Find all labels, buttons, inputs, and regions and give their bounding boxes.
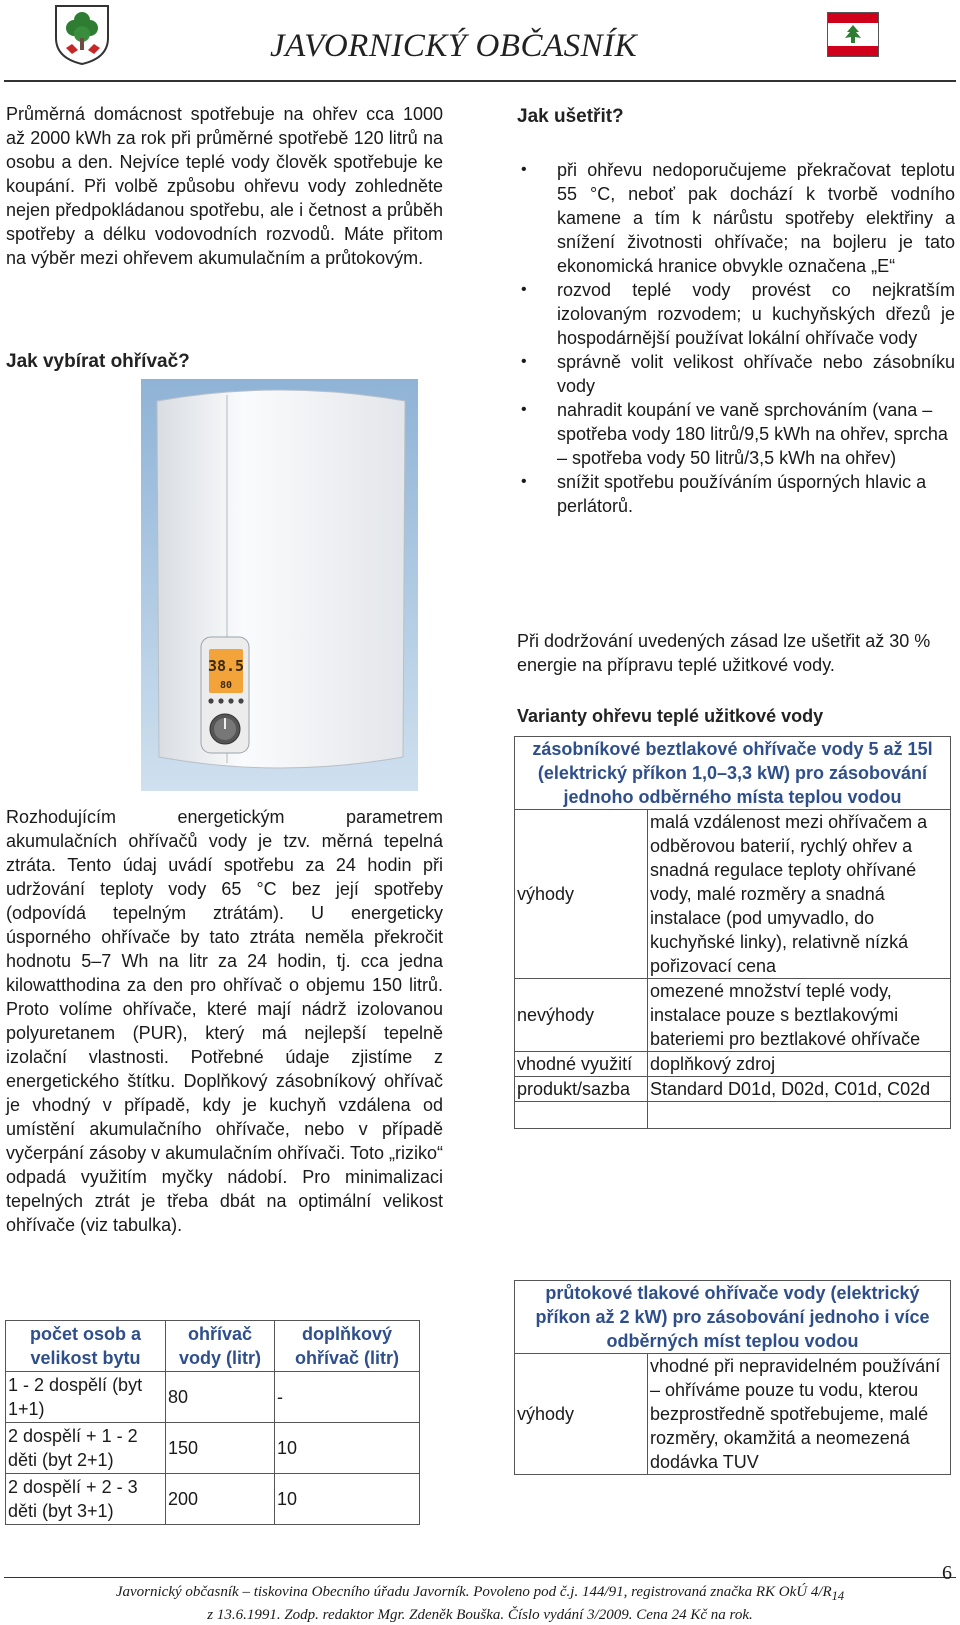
table-cell: 10	[274, 1423, 419, 1474]
row-label: vhodné využití	[515, 1052, 648, 1077]
page-title: JAVORNICKÝ OBČASNÍK	[270, 28, 638, 64]
footer-divider	[4, 1577, 956, 1578]
heading-how-to-save: Jak ušetřit?	[517, 106, 624, 127]
table-header-row	[6, 1321, 420, 1372]
table-cell: -	[274, 1372, 419, 1423]
row-label: nevýhody	[515, 979, 648, 1052]
table-title: zásobníkové beztlakové ohřívače vody 5 až 15l (elektrický příkon 1,0–3,3 kW) pro zásobování jednoho odběrného místa teplou vodou	[515, 737, 951, 810]
water-heater-photo	[141, 379, 418, 791]
savings-tips-list	[517, 158, 955, 518]
empty-cell	[515, 1102, 648, 1129]
row-value: Standard D01d, D02d, C01d, C02d	[648, 1077, 951, 1102]
row-value: vhodné při nepravidelném používání – ohříváme pouze tu vodu, kterou bezprostředně spotřebujeme, malé rozměry, okamžitá a neomezená dodávka TUV	[648, 1354, 951, 1475]
list-item: • správně volit velikost ohřívače nebo zásobníku vody	[517, 350, 955, 398]
table-header-cell: doplňkový ohřívač (litr)	[274, 1321, 419, 1372]
table-row	[515, 979, 951, 1052]
table-cell: 2 dospělí + 2 - 3 děti (byt 3+1)	[6, 1474, 166, 1525]
footer-line-1-subscript: 14	[831, 1589, 845, 1603]
table-cell: 10	[274, 1474, 419, 1525]
table-row	[515, 1052, 951, 1077]
table-row	[6, 1474, 420, 1525]
list-item: • snížit spotřebu používáním úsporných hlavic a perlátorů.	[517, 470, 955, 518]
village-crest-icon	[54, 4, 110, 66]
village-flag-icon	[827, 12, 879, 57]
table-cell: 1 - 2 dospělí (byt 1+1)	[6, 1372, 166, 1423]
body-paragraph: Rozhodujícím energetickým parametrem akumulačních ohřívačů vody je tzv. měrná tepelná ztráta. Tento údaj uvádí spotřebu za 24 hodin při udržování teploty vody 65 °C bez její spotřeby (odpovídá tepelným ztrátám). U energeticky úsporného ohřívače by tato ztráta neměla překročit hodnotu 5–7 Wh na litr za 24 hodin, tj. cca jedna kilowatthodina za den pro ohřívač o objemu 150 litrů. Proto volíme ohřívače, které mají nádrž izolovanou polyuretanem (PUR), který má nejlepší tepelně izolační vlastnosti. Potřebné údaje zjistíme z energetického štítku. Doplňkový zásobníkový ohřívač je vhodný v případě, kdy je kuchyň vzdálena od umístění akumulačního ohřívače, nebo v případě vyčerpání zásoby v akumulačním ohřívači. Toto „riziko“ odpadá využitím myčky nádobí. Pro minimalizaci tepelných ztrát je třeba dbát na optimální velikost ohřívače (viz tabulka).	[6, 807, 443, 1235]
table-row	[515, 1354, 951, 1475]
page-number: 6	[942, 1562, 952, 1584]
header-divider	[4, 80, 956, 82]
heading-choose-heater: Jak vybírat ohřívač?	[6, 351, 190, 372]
heading-variants: Varianty ohřevu teplé užitkové vody	[517, 706, 824, 726]
table-cell: 2 dospělí + 1 - 2 děti (byt 2+1)	[6, 1423, 166, 1474]
list-item: • při ohřevu nedoporučujeme překračovat teplotu 55 °C, neboť pak dochází k tvorbě vodního kamene a tím k nárůstu spotřeby elektřiny a snížení životnosti ohřívače; na bojleru je tato ekonomická hranice obvykle označena „E“	[517, 158, 955, 278]
table-cell: 80	[166, 1372, 275, 1423]
row-value: malá vzdálenost mezi ohřívačem a odběrovou baterií, rychlý ohřev a snadná regulace teploty ohřívané vody, malé rozměry a snadná instalace (pod umyvadlo, do kuchyňské linky), relativně nízká pořizovací cena	[648, 810, 951, 979]
row-value: omezené množství teplé vody, instalace pouze s beztlakovými bateriemi pro beztlakové ohřívače	[648, 979, 951, 1052]
table-header-cell: ohřívač vody (litr)	[166, 1321, 275, 1372]
table-cell: 200	[166, 1474, 275, 1525]
table-header-cell: počet osob a velikost bytu	[6, 1321, 166, 1372]
row-value: doplňkový zdroj	[648, 1052, 951, 1077]
footer-line-1: Javornický občasník – tiskovina Obecního úřadu Javorník. Povoleno pod č.j. 144/91, registrovaná značka RK OkÚ 4/R	[115, 1584, 832, 1600]
list-item: • rozvod teplé vody provést co nejkratším izolovaným rozvodem; u kuchyňských dřezů je hospodárnější používat lokální ohřívače vody	[517, 278, 955, 350]
table-row	[515, 1077, 951, 1102]
storage-heater-table	[514, 736, 951, 1129]
footer-imprint	[60, 1583, 900, 1625]
footer-line-2: z 13.6.1991. Zodp. redaktor Mgr. Zdeněk Bouška. Číslo vydání 3/2009. Cena 24 Kč na rok.	[207, 1607, 753, 1623]
row-label: výhody	[515, 1354, 648, 1475]
table-row	[6, 1372, 420, 1423]
table-header-row	[515, 1281, 951, 1354]
table-title: průtokové tlakové ohřívače vody (elektrický příkon až 2 kW) pro zásobování jednoho i více odběrných míst teplou vodou	[515, 1281, 951, 1354]
savings-note: Při dodržování uvedených zásad lze ušetřit až 30 % energie na přípravu teplé užitkové vody.	[517, 631, 931, 675]
table-row	[515, 810, 951, 979]
list-item: • nahradit koupání ve vaně sprchováním (vana – spotřeba vody 180 litrů/9,5 kWh na ohřev, sprcha – spotřeba vody 50 litrů/3,5 kWh na ohřev)	[517, 398, 955, 470]
row-label: výhody	[515, 810, 648, 979]
display-secondary: 80	[219, 680, 233, 691]
table-row	[6, 1423, 420, 1474]
intro-paragraph: Průměrná domácnost spotřebuje na ohřev cca 1000 až 2000 kWh za rok při průměrné spotřebě 120 litrů na osobu a den. Nejvíce teplé vody člověk spotřebuje ke koupání. Při volbě způsobu ohřevu vody zohledněte nejen předpokládanou spotřebu, ale i četnost a průběh spotřeby a délku vodovodních rozvodů. Máte přitom na výběr mezi ohřevem akumulačním a průtokovým.	[6, 104, 443, 268]
table-header-row	[515, 737, 951, 810]
table-cell: 150	[166, 1423, 275, 1474]
household-size-table	[5, 1320, 420, 1525]
empty-cell	[648, 1102, 951, 1129]
row-label: produkt/sazba	[515, 1077, 648, 1102]
table-row-empty	[515, 1102, 951, 1129]
display-temperature: 38.5	[207, 657, 245, 675]
flow-heater-table	[514, 1280, 951, 1475]
